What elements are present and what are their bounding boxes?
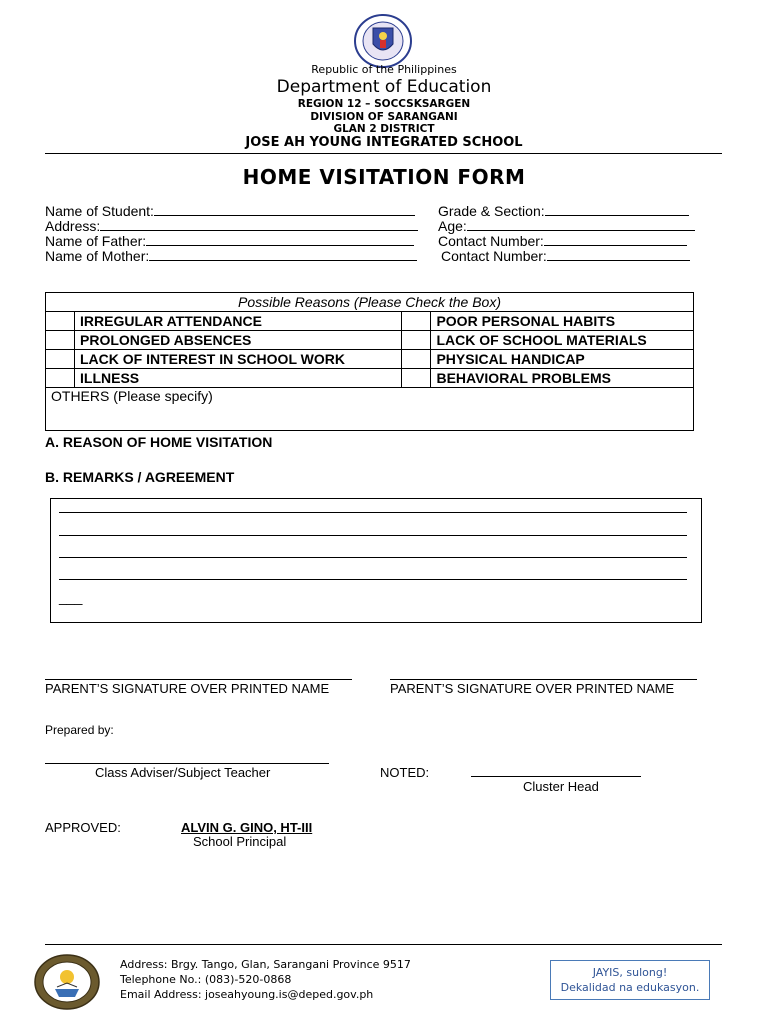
reason-checkbox[interactable]	[46, 369, 75, 388]
reason-checkbox[interactable]	[402, 369, 431, 388]
motto-line-2: Dekalidad na edukasyon.	[560, 981, 700, 994]
reasons-table	[45, 292, 694, 431]
reason-checkbox[interactable]	[46, 331, 75, 350]
school-name: JOSE AH YOUNG INTEGRATED SCHOOL	[245, 135, 523, 150]
cluster-head-signature-line[interactable]	[471, 776, 641, 777]
student-name-label: Name of Student:	[45, 203, 154, 219]
reasons-table-header: Possible Reasons (Please Check the Box)	[46, 293, 694, 312]
remarks-line	[59, 512, 687, 513]
grade-section-label: Grade & Section:	[438, 203, 545, 219]
others-field[interactable]	[46, 388, 694, 431]
reason-label: PHYSICAL HANDICAP	[431, 350, 694, 369]
approved-label: APPROVED:	[45, 820, 121, 835]
mother-name-label: Name of Mother:	[45, 248, 150, 264]
footer-telephone: Telephone No.: (083)-520-0868	[120, 973, 292, 986]
reason-label: LACK OF INTEREST IN SCHOOL WORK	[75, 350, 402, 369]
district-text: GLAN 2 DISTRICT	[333, 123, 435, 135]
parent-signature-line-1[interactable]	[45, 679, 352, 680]
remarks-tail: ___	[59, 589, 83, 605]
table-row	[46, 312, 694, 331]
table-row	[46, 350, 694, 369]
reason-label: LACK OF SCHOOL MATERIALS	[431, 331, 694, 350]
grade-section-field[interactable]	[438, 203, 689, 219]
age-label: Age:	[438, 218, 467, 234]
reason-checkbox[interactable]	[46, 350, 75, 369]
adviser-signature-line[interactable]	[45, 763, 329, 764]
reason-label: POOR PERSONAL HABITS	[431, 312, 694, 331]
parent-signature-label-2: PARENT’S SIGNATURE OVER PRINTED NAME	[390, 681, 675, 696]
cluster-head-label: Cluster Head	[523, 779, 599, 794]
address-field[interactable]	[45, 218, 418, 234]
reason-checkbox[interactable]	[402, 350, 431, 369]
remarks-line	[59, 557, 687, 558]
principal-title: School Principal	[193, 834, 287, 849]
reason-checkbox[interactable]	[402, 331, 431, 350]
motto-box	[550, 960, 710, 1000]
table-row	[46, 331, 694, 350]
reason-checkbox[interactable]	[402, 312, 431, 331]
footer-email: Email Address: joseahyoung.is@deped.gov.ph	[120, 988, 374, 1001]
reason-label: PROLONGED ABSENCES	[75, 331, 402, 350]
reason-checkbox[interactable]	[46, 312, 75, 331]
region-text: REGION 12 – SOCCSKSARGEN	[297, 98, 471, 110]
adviser-label: Class Adviser/Subject Teacher	[95, 765, 271, 780]
table-row	[46, 369, 694, 388]
republic-text: Republic of the Philippines	[311, 63, 457, 76]
footer-rule	[45, 944, 722, 945]
deped-seal-logo	[353, 14, 413, 68]
reason-label: ILLNESS	[75, 369, 402, 388]
remarks-line	[59, 579, 687, 580]
contact-number-label-1: Contact Number:	[438, 233, 544, 249]
parent-signature-line-2[interactable]	[390, 679, 697, 680]
noted-label: NOTED:	[380, 765, 430, 780]
reason-label: IRREGULAR ATTENDANCE	[75, 312, 402, 331]
others-label: OTHERS (Please specify)	[51, 388, 213, 404]
address-label: Address:	[45, 218, 101, 234]
section-a-heading: A. REASON OF HOME VISITATION	[45, 434, 273, 450]
father-name-label: Name of Father:	[45, 233, 147, 249]
principal-name: ALVIN G. GINO, HT-III	[181, 820, 313, 835]
contact-number-field-1[interactable]	[438, 233, 687, 249]
form-title: HOME VISITATION FORM	[242, 165, 526, 189]
mother-name-field[interactable]	[45, 248, 417, 264]
division-text: DIVISION OF SARANGANI	[310, 111, 458, 123]
prepared-by-label: Prepared by:	[45, 723, 114, 737]
father-name-field[interactable]	[45, 233, 414, 249]
age-field[interactable]	[438, 218, 695, 234]
header-rule	[45, 153, 722, 154]
motto-line-1: JAYIS, sulong!	[592, 966, 668, 979]
reason-label: BEHAVIORAL PROBLEMS	[431, 369, 694, 388]
student-name-field[interactable]	[45, 203, 415, 219]
contact-number-field-2[interactable]	[441, 248, 690, 264]
contact-number-label-2: Contact Number:	[441, 248, 547, 264]
parent-signature-label-1: PARENT’S SIGNATURE OVER PRINTED NAME	[45, 681, 330, 696]
section-b-heading: B. REMARKS / AGREEMENT	[45, 469, 235, 485]
department-name: Department of Education	[276, 77, 492, 97]
footer-address: Address: Brgy. Tango, Glan, Sarangani Province 9517	[120, 958, 411, 971]
remarks-box[interactable]	[50, 498, 702, 623]
school-seal-logo	[33, 953, 101, 1011]
remarks-line	[59, 535, 687, 536]
